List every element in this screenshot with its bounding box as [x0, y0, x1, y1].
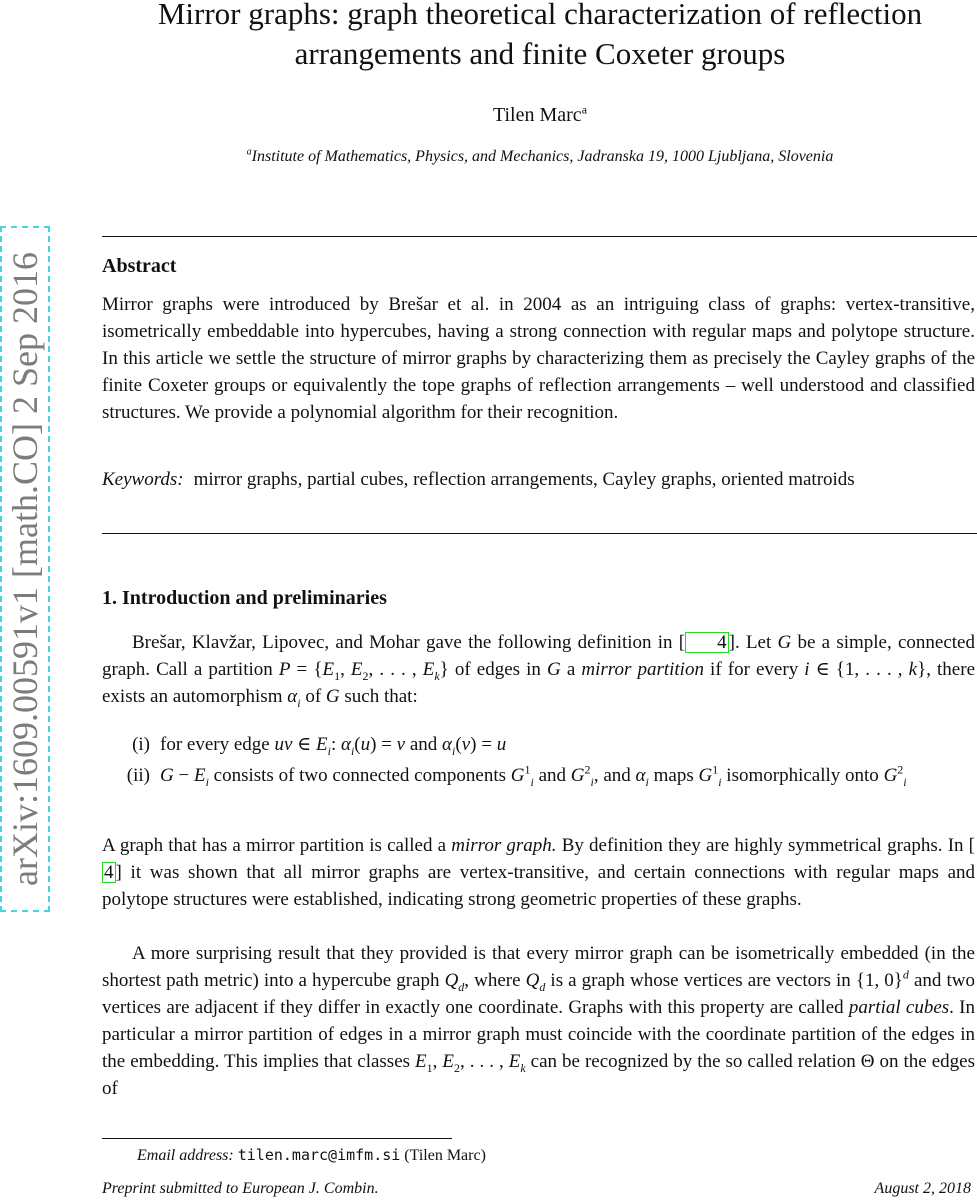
- section-heading: 1. Introduction and preliminaries: [102, 587, 387, 609]
- keywords-list: mirror graphs, partial cubes, reflection arrangements, Cayley graphs, oriented matroids: [193, 469, 855, 490]
- affiliation-mark: a: [246, 146, 252, 158]
- list-item-number: (i): [132, 734, 150, 755]
- affiliation: [110, 148, 970, 166]
- abstract-top-rule: [102, 236, 977, 237]
- preprint-note: Preprint submitted to European J. Combin.: [102, 1180, 379, 1197]
- affiliation-text: Institute of Mathematics, Physics, and Mechanics, Jadranska 19, 1000 Ljubljana, Slovenia: [251, 148, 834, 165]
- keywords-label: Keywords:: [102, 469, 184, 490]
- keywords: [102, 466, 975, 493]
- abstract-heading: Abstract: [102, 255, 177, 277]
- paragraph-3: A more surprising result that they provided is that every mirror graph can be isometrically embedded (in the shortest path metric) into a hypercube graph $Q_d$, where $Q_d$ is a graph whose vertices are vectors in {1, 0}$^d$ and two vertices are adjacent if they differ in exactly one coordinate. Graphs with this property are called partial cubes. In particular a mirror partition of edges in a mirror graph must coincide with the coordinate partition of the edges in the embedding. This implies that classes $E_1$, $E_2$, . . . , $E_k$ can be recognized by the so called relation Θ on the edges of: [102, 943, 975, 1099]
- paragraph-1: Brešar, Klavžar, Lipovec, and Mohar gave the following definition in [ 4 ]. Let G be a simple, connected graph. Call a partition $P = \{E_1$, $E_2$, . . . , $E_k$} of edges in G a mirror partition if for every i ∈ {1, . . . , k}, there exists an automorphism $\alpha_i$ of G such that:: [102, 632, 975, 710]
- list-item: [102, 731, 975, 758]
- paragraph-2: A graph that has a mirror partition is called a mirror graph. By definition they are highly symmetrical graphs. In [4 ] it was shown that all mirror graphs are vertex-transitive, and certain connections with regular maps and polytope structures were established, indicating strong geometric properties of these graphs.: [102, 835, 976, 910]
- footnote-rule: [102, 1138, 452, 1139]
- paper-title: Mirror graphs: graph theoretical characterization of reflection arrangements and finite Coxeter groups: [157, 0, 923, 71]
- list-item-text: $G - E_i$ consists of two connected components $G^1_i$ and $G^2_i$, and $\alpha_i$ maps $G^1_i$ isomorphically onto $G^2_i$: [160, 762, 907, 789]
- abstract-bottom-rule: [102, 533, 977, 534]
- author-name: Tilen Marc: [492, 104, 582, 126]
- author-affiliation-mark: a: [581, 102, 588, 117]
- email-address[interactable]: tilen.marc@imfm.si: [237, 1146, 401, 1164]
- definition-list: [102, 731, 975, 793]
- list-item: [102, 762, 975, 789]
- email-owner: (Tilen Marc): [404, 1147, 486, 1164]
- footnote: [137, 1146, 486, 1165]
- arxiv-stamp[interactable]: [0, 226, 50, 912]
- email-label: Email address:: [137, 1147, 234, 1164]
- abstract-text: Mirror graphs were introduced by Brešar et al. in 2004 as an intriguing class of graphs: vertex-transitive, isometrically embeddable into hypercubes, having a strong connection with regular maps and polytope structure. In this article we settle the structure of mirror graphs by characterizing them as precisely the Cayley graphs of the finite Coxeter groups or equivalently the tope graphs of reflection arrangements – well understood and classified structures. We provide a polynomial algorithm for their recognition.: [102, 294, 975, 423]
- list-item-number: (ii): [126, 765, 150, 786]
- list-item-text: for every edge uv ∈ $E_i$: $\alpha_i(u) = v$ and $\alpha_i(v) = u$: [160, 734, 507, 758]
- citation-link[interactable]: 4: [104, 862, 114, 883]
- author: [110, 104, 970, 127]
- arxiv-id: arXiv:1609.00591v1 [math.CO] 2 Sep 2016: [5, 252, 45, 886]
- citation-link[interactable]: 4: [685, 632, 729, 653]
- preprint-date: August 2, 2018: [874, 1180, 971, 1197]
